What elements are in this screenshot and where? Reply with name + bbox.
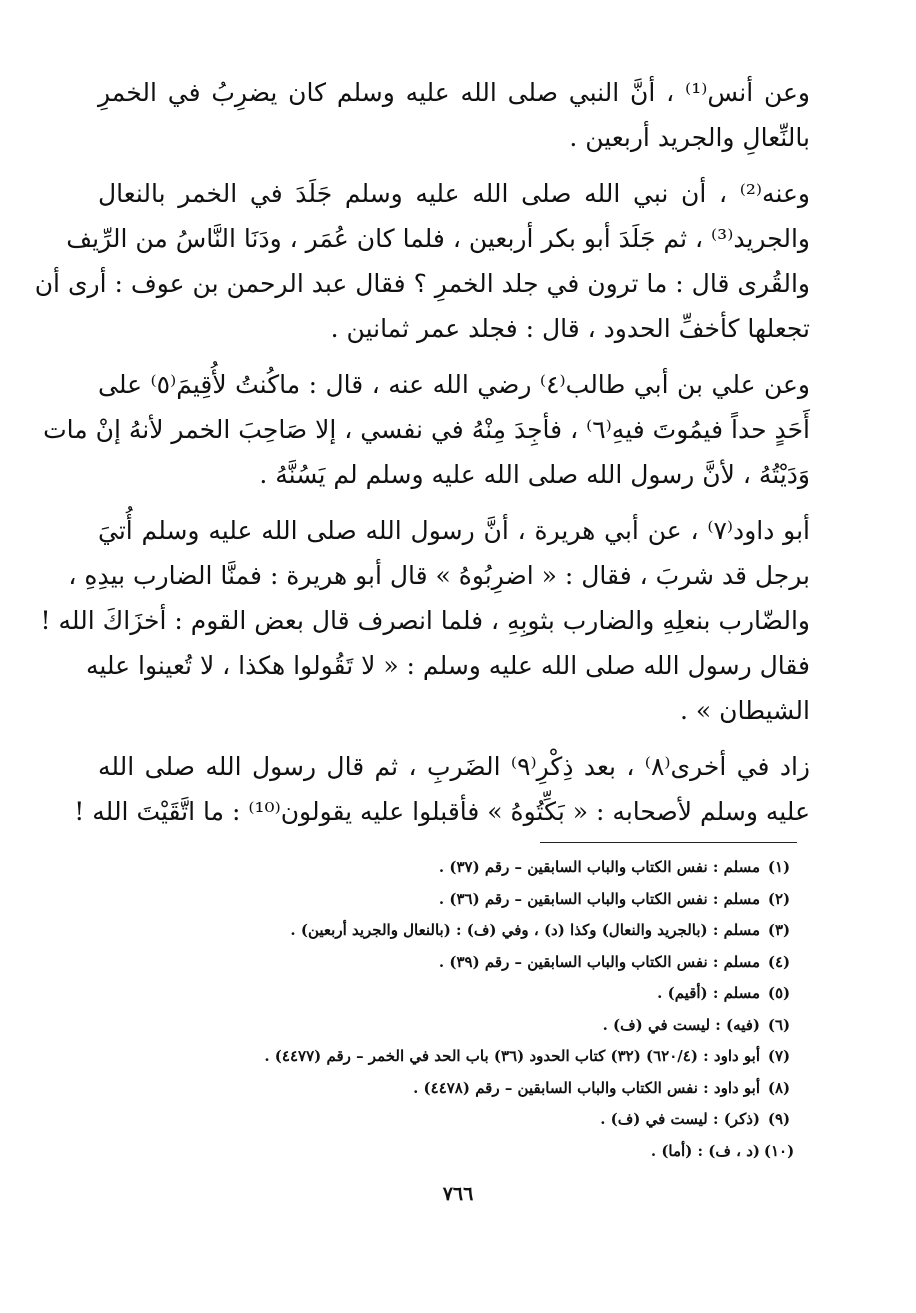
footnote xyxy=(118,978,798,1010)
footnote-number: (٨) xyxy=(767,1078,791,1097)
text-line: وعن علي بن أبي طالب⁽٤⁾ رضي الله عنه ، قال : ماكُنتُ لأُقِيمَ⁽٥⁾ على xyxy=(98,370,811,399)
footnote-text: مسلم : نفس الكتاب والباب السابقين – رقم (٣٧) . xyxy=(438,858,760,876)
text-line: تجعلها كأخفِّ الحدود ، قال : فجلد عمر ثمانين . xyxy=(330,314,810,343)
footnote-text: (فيه) : ليست في (ف) . xyxy=(602,1015,760,1034)
text-line: برجل قد شربَ ، فقال : « اضرِبُوهُ » قال أبو هريرة : فمنَّا الضارب بيدِهِ ، xyxy=(68,561,810,590)
text-line: والقُرى قال : ما ترون في جلد الخمرِ ؟ فقال عبد الرحمن بن عوف : أرى أن xyxy=(34,269,810,298)
footnote-text: مسلم : نفس الكتاب والباب السابقين – رقم (٣٩) . xyxy=(438,952,760,971)
text-line: وعن أنس⁽¹⁾ ، أنَّ النبي صلى الله عليه وسلم كان يضرِبُ في الخمرِ xyxy=(98,78,810,107)
main-text xyxy=(34,70,811,845)
footnote-divider xyxy=(540,842,797,843)
footnote xyxy=(118,947,798,979)
text-line: أبو داود⁽٧⁾ ، عن أبي هريرة ، أنَّ رسول الله صلى الله عليه وسلم أُتيَ xyxy=(98,516,810,545)
footnote-number: (١) xyxy=(767,858,791,876)
footnote-number: (١٠) xyxy=(763,1141,795,1160)
footnote-text: أبو داود : نفس الكتاب والباب السابقين – رقم (٤٤٧٨) . xyxy=(413,1078,760,1097)
footnotes xyxy=(118,852,798,1167)
footnote xyxy=(118,1073,798,1105)
footnote xyxy=(118,1041,798,1073)
footnote xyxy=(118,1104,798,1136)
footnote-text: مسلم : (بالجريد والنعال) وكذا (د) ، وفي (ف) : (بالنعال والجريد أربعين) . xyxy=(290,921,760,939)
footnote-text: (ذكر) : ليست في (ف) . xyxy=(600,1110,760,1128)
footnote xyxy=(118,1010,798,1042)
text-line: زاد في أخرى⁽٨⁾ ، بعد ذِكْرِ⁽٩⁾ الضَربِ ، ثم قال رسول الله صلى الله xyxy=(98,752,810,781)
page-number: ٧٦٦ xyxy=(442,1183,474,1205)
footnote-number: (٢) xyxy=(767,889,791,908)
text-line: أَحَدٍ حداً فيمُوتَ فيهِ⁽٦⁾ ، فأجِدَ مِنْهُ في نفسي ، إلا صَاحِبَ الخمر لأنهُ إنْ مات xyxy=(43,415,810,444)
footnote-number: (٧) xyxy=(767,1047,791,1065)
footnote-text: (د ، ف) : (أما) . xyxy=(650,1141,760,1160)
paragraph-zada xyxy=(74,744,810,834)
footnote xyxy=(118,915,798,947)
text-line: وعنه⁽²⁾ ، أن نبي الله صلى الله عليه وسلم جَلَدَ في الخمر بالنعال xyxy=(98,179,810,208)
footnote-text: مسلم : نفس الكتاب والباب السابقين – رقم (٣٦) . xyxy=(438,889,760,908)
paragraph-anas xyxy=(98,70,810,160)
paragraph-anhu xyxy=(34,171,810,351)
paragraph-abu-dawud xyxy=(40,508,810,733)
footnote-number: (٦) xyxy=(767,1015,791,1034)
footnote-number: (٣) xyxy=(767,921,791,939)
text-line: فقال رسول الله صلى الله عليه وسلم : « لا تَقُولوا هكذا ، لا تُعينوا عليه xyxy=(85,651,810,680)
paragraph-ali xyxy=(43,362,811,497)
text-line: والضّارب بنعلِهِ والضارب بثوبِهِ ، فلما انصرف قال بعض القوم : أخزَاكَ الله ! xyxy=(40,606,810,635)
text-line: وَدَيْتُهُ ، لأنَّ رسول الله صلى الله عليه وسلم لم يَسُنَّهُ . xyxy=(259,460,810,489)
text-line: بالنِّعالِ والجريد أربعين . xyxy=(569,123,810,152)
text-line: عليه وسلم لأصحابه : « بَكِّتُوهُ » فأقبلوا عليه يقولون⁽¹⁰⁾ : ما اتَّقَيْتَ الله ! xyxy=(74,797,810,826)
footnote xyxy=(118,884,798,916)
footnote xyxy=(118,852,798,884)
footnote-text: أبو داود : (٦٢٠/٤) (٣٢) كتاب الحدود (٣٦) باب الحد في الخمر – رقم (٤٤٧٧) . xyxy=(264,1047,760,1065)
footnote-number: (٥) xyxy=(767,984,791,1002)
text-line: والجريد⁽³⁾ ، ثم جَلَدَ أبو بكر أربعين ، فلما كان عُمَر ، ودَنَا النَّاسُ من الرِّيف xyxy=(66,224,810,253)
footnote xyxy=(118,1136,798,1168)
footnote-number: (٤) xyxy=(767,952,791,971)
footnote-text: مسلم : (أقيم) . xyxy=(657,984,760,1002)
footnote-number: (٩) xyxy=(767,1110,791,1128)
text-line: الشيطان » . xyxy=(679,696,810,725)
